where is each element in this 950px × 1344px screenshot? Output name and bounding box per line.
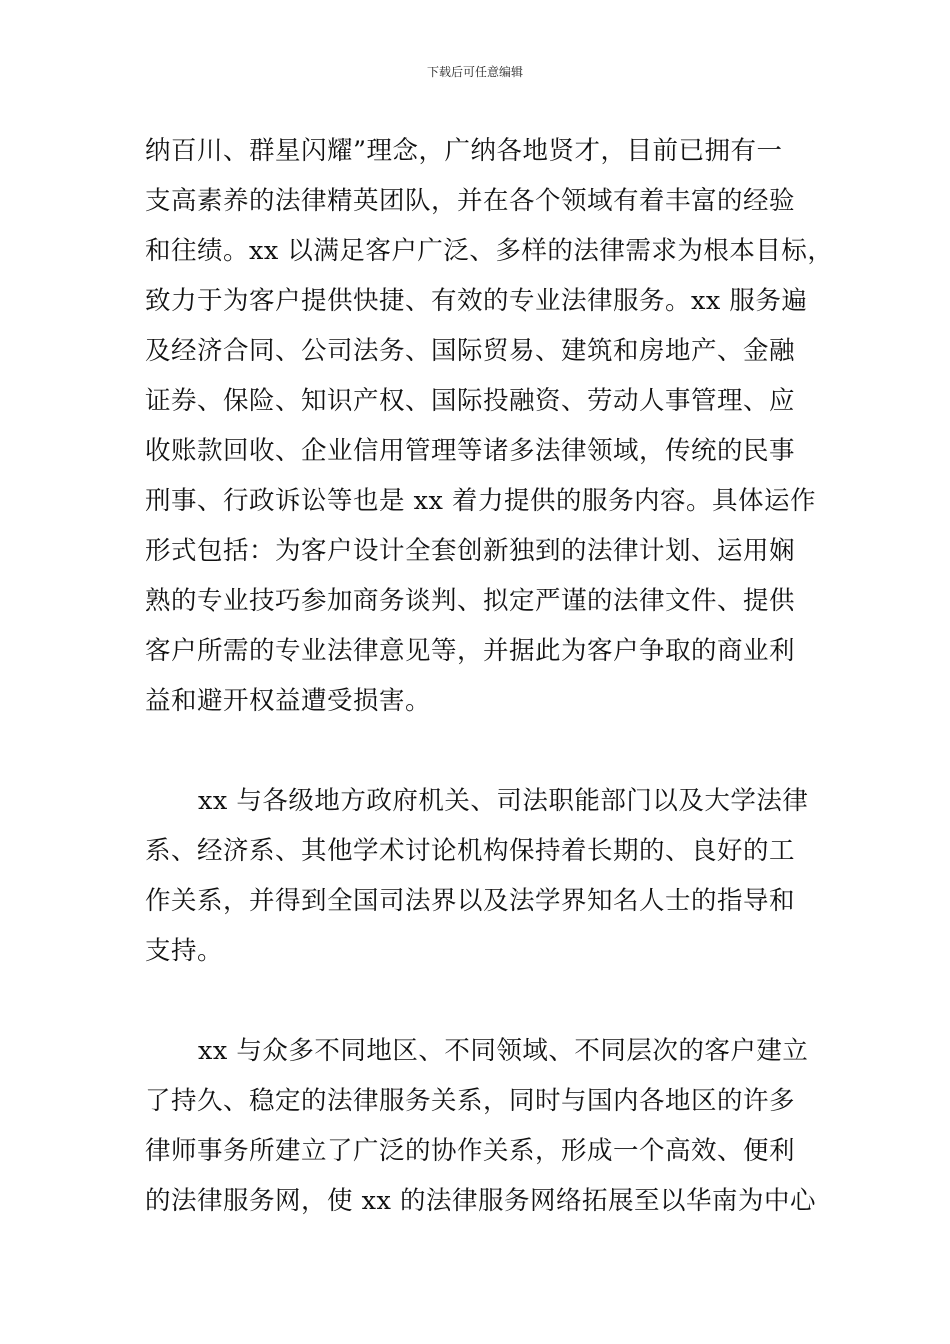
paragraph-1 [145, 126, 834, 726]
text-line: 形式包括：为客户设计全套创新独到的法律计划、运用娴 [145, 536, 796, 566]
text-line: 客户所需的专业法律意见等，并据此为客户争取的商业利 [145, 636, 796, 666]
text-line: 律师事务所建立了广泛的协作关系，形成一个高效、便利 [145, 1136, 796, 1166]
text-line: 了持久、稳定的法律服务关系，同时与国内各地区的许多 [145, 1086, 796, 1116]
text-line: 作关系，并得到全国司法界以及法学界知名人士的指导和 [145, 886, 796, 916]
text-line: 及经济合同、公司法务、国际贸易、建筑和房地产、金融 [145, 336, 796, 366]
text-line: 纳百川、群星闪耀”理念，广纳各地贤才，目前已拥有一 [145, 136, 783, 166]
text-line: 和往绩。xx 以满足客户广泛、多样的法律需求为根本目标， [145, 236, 834, 266]
text-line: 证券、保险、知识产权、国际投融资、劳动人事管理、应 [145, 386, 796, 416]
text-line: 支持。 [145, 936, 224, 966]
text-line: xx 与各级地方政府机关、司法职能部门以及大学法律 [198, 786, 809, 816]
text-line: 支高素养的法律精英团队，并在各个领域有着丰富的经验 [145, 186, 796, 216]
text-line: 的法律服务网，使 xx 的法律服务网络拓展至以华南为中心 [145, 1186, 816, 1216]
text-line: 益和避开权益遭受损害。 [145, 686, 432, 716]
page-header: 下载后可任意编辑 [426, 65, 523, 79]
paragraph-gap [145, 976, 825, 1026]
text-line: 刑事、行政诉讼等也是 xx 着力提供的服务内容。具体运作 [145, 486, 816, 516]
paragraph-2 [145, 776, 825, 976]
paragraph-gap [145, 726, 825, 776]
paragraph-3 [145, 1026, 825, 1226]
text-line: xx 与众多不同地区、不同领域、不同层次的客户建立 [198, 1036, 809, 1066]
document-body [145, 126, 834, 1226]
text-line: 系、经济系、其他学术讨论机构保持着长期的、良好的工 [145, 836, 796, 866]
text-line: 致力于为客户提供快捷、有效的专业法律服务。xx 服务遍 [145, 286, 808, 316]
text-line: 收账款回收、企业信用管理等诸多法律领域，传统的民事 [145, 436, 796, 466]
text-line: 熟的专业技巧参加商务谈判、拟定严谨的法律文件、提供 [145, 586, 796, 616]
